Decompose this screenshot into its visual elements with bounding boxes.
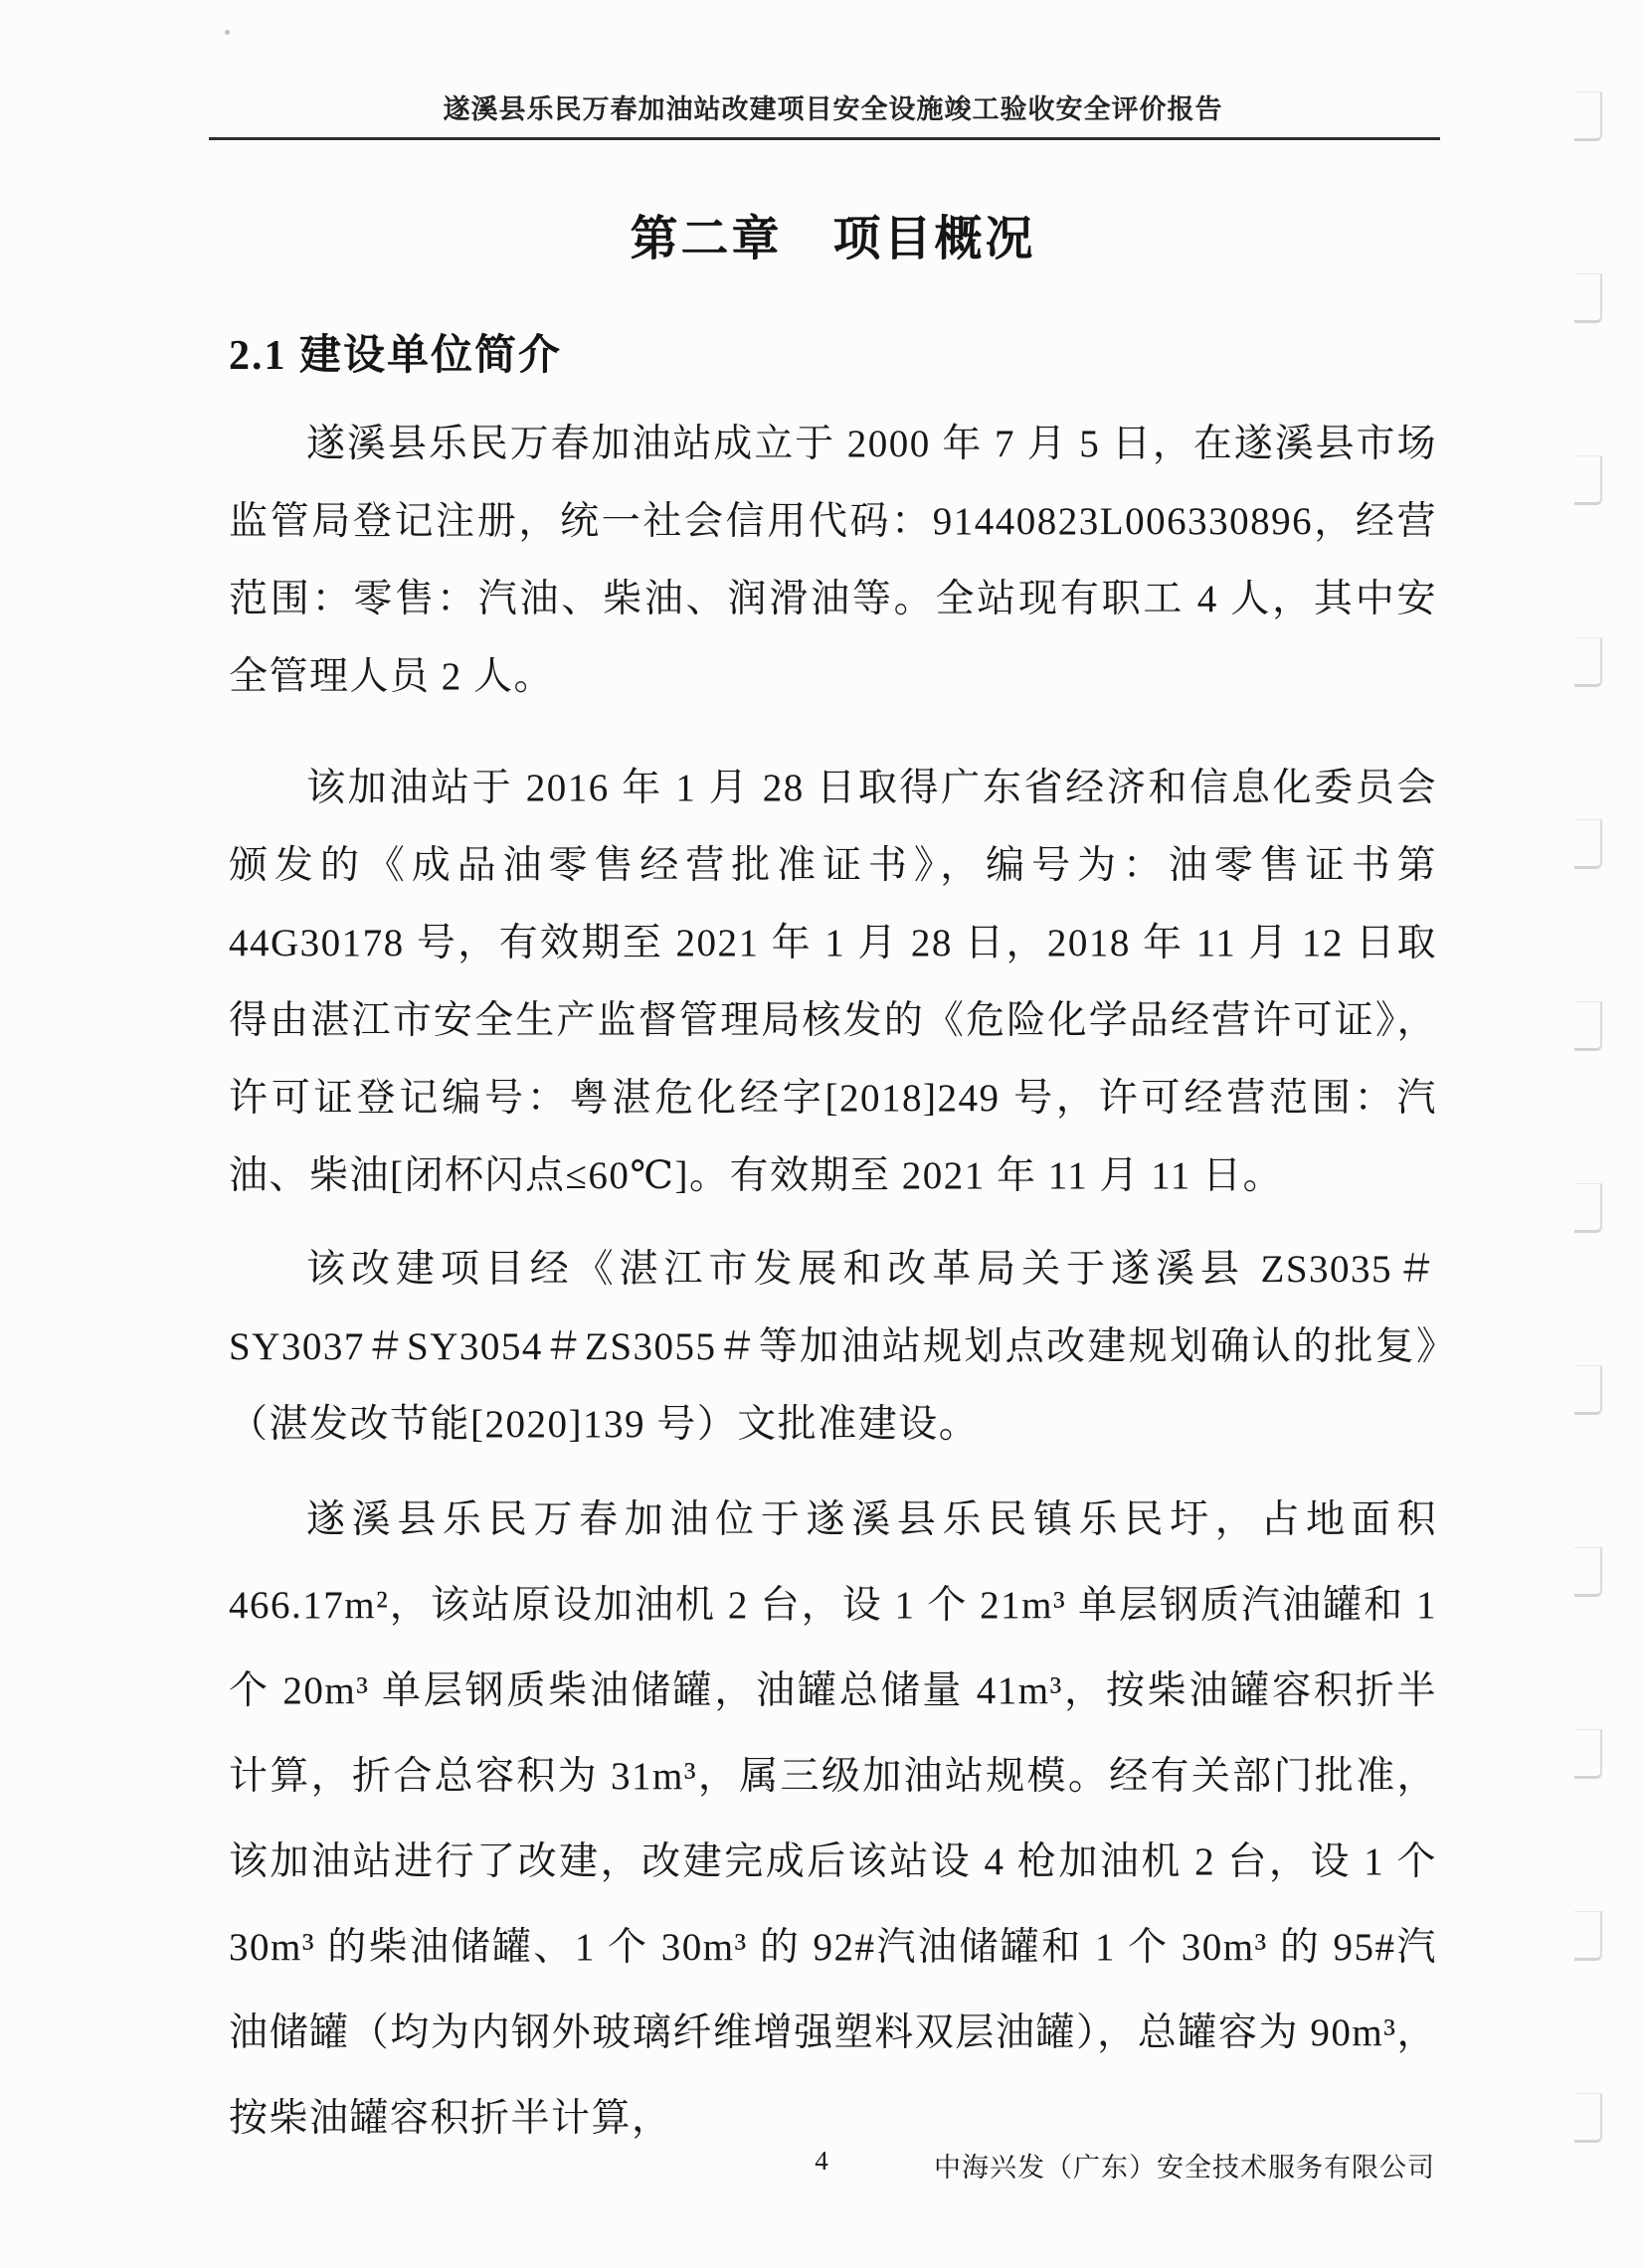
page-content (229, 0, 1437, 2162)
binding-mark (1574, 1547, 1602, 1597)
binding-mark (1574, 455, 1602, 505)
paragraph-4: 遂溪县乐民万春加油位于遂溪县乐民镇乐民圩，占地面积 466.17m²，该站原设加油机 2 台，设 1 个 21m³ 单层钢质汽油罐和 1 个 20m³ 单层钢质柴油储罐，油罐总储量 41m³，按柴油罐容积折半计算，折合总容积为 31m³，属三级加油站规模。经有关部门批准，该加油站进行了改建，改建完成后该站设 4 枪加油机 2 台，设 1 个 30m³ 的柴油储罐、1 个 30m³ 的 92#汽油储罐和 1 个 30m³ 的 95#汽油储罐（均为内钢外玻璃纤维增强塑料双层油罐），总罐容为 90m³，按柴油罐容积折半计算， (229, 1498, 1437, 2140)
binding-mark (1574, 2093, 1602, 2143)
binding-mark (1574, 1183, 1602, 1233)
paragraph-3: 该改建项目经《湛江市发展和改革局关于遂溪县 ZS3035＃SY3037＃SY3054＃ZS3055＃等加油站规划点改建规划确认的批复》（湛发改节能[2020]139 号）文批准建设。 (229, 1248, 1437, 1446)
footer-company: 中海兴发（广东）安全技术服务有限公司 (934, 2153, 1435, 2182)
paragraph-1: 遂溪县乐民万春加油站成立于 2000 年 7 月 5 日，在遂溪县市场监管局登记注册，统一社会信用代码：91440823L006330896，经营范围：零售：汽油、柴油、润滑油等。全站现有职工 4 人，其中安全管理人员 2 人。 (229, 423, 1437, 698)
paragraph-2: 该加油站于 2016 年 1 月 28 日取得广东省经济和信息化委员会颁发的《成品油零售经营批准证书》，编号为：油零售证书第 44G30178 号，有效期至 2021 年 1 月 28 日，2018 年 11 月 12 日取得由湛江市安全生产监督管理局核发的《危险化学品经营许可证》，许可证登记编号：粤湛危化经字[2018]249 号，许可经营范围：汽油、柴油[闭杯闪点≤60℃]。有效期至 2021 年 11 月 11 日。 (229, 767, 1437, 1197)
chapter-title: 第二章 项目概况 (630, 213, 1036, 265)
body-paragraphs (229, 406, 1437, 2162)
binding-mark (1574, 1729, 1602, 1779)
binding-mark (1574, 819, 1602, 869)
binding-mark (1574, 637, 1602, 687)
page-number: 4 (815, 2146, 828, 2176)
binding-mark (1574, 91, 1602, 141)
binding-mark (1574, 1001, 1602, 1051)
binding-mark (1574, 1365, 1602, 1415)
binding-mark (1574, 273, 1602, 323)
running-header-title: 遂溪县乐民万春加油站改建项目安全设施竣工验收安全评价报告 (443, 94, 1223, 124)
section-heading: 2.1 建设单位简介 (229, 333, 563, 379)
binding-mark (1574, 1911, 1602, 1961)
header-rule (209, 137, 1440, 140)
